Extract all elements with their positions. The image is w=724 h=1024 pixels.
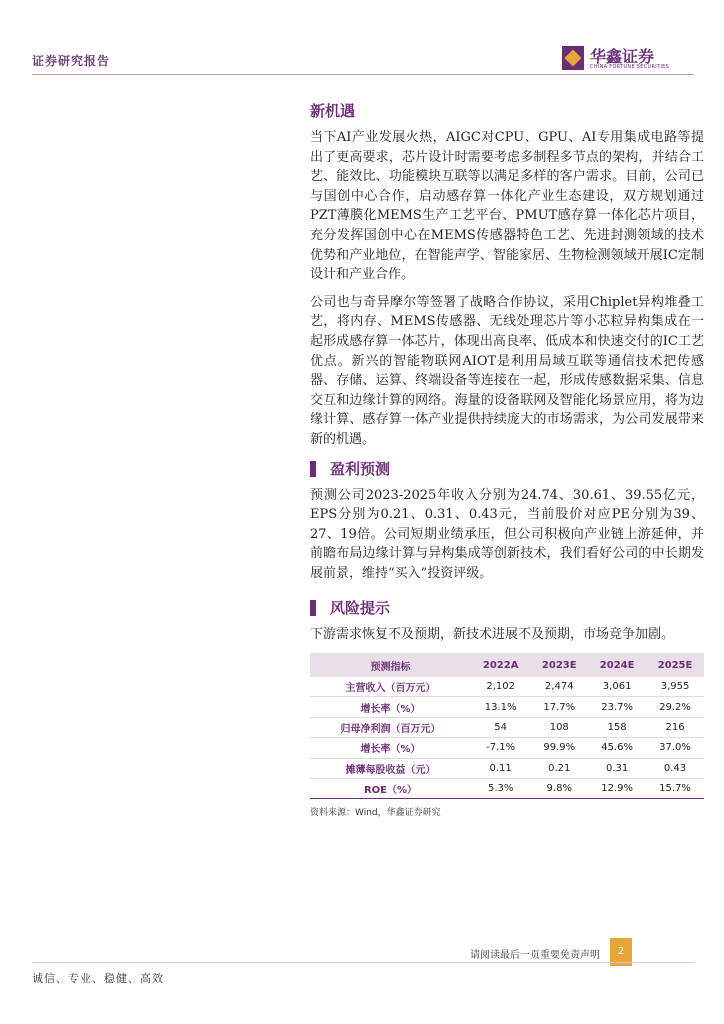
table-row-label: 主营收入（百万元） bbox=[310, 677, 471, 697]
table-cell: 0.21 bbox=[530, 758, 588, 778]
table-cell: 5.3% bbox=[471, 779, 530, 799]
page-number: 2 bbox=[610, 938, 632, 966]
main-content bbox=[310, 100, 704, 818]
logo-english-name: CHINA FORTUNE SECURITIES bbox=[590, 64, 670, 70]
table-cell: 29.2% bbox=[646, 697, 704, 717]
table-cell: 13.1% bbox=[471, 697, 530, 717]
table-cell: 37.0% bbox=[646, 738, 704, 758]
table-cell: 12.9% bbox=[588, 779, 646, 799]
table-cell: 2,102 bbox=[471, 677, 530, 697]
paragraph-new-opportunity-2: 公司也与奇异摩尔等签署了战略合作协议，采用Chiplet异构堆叠工艺，将内存、MEMS传感器、无线处理芯片等小芯粒异构集成在一起形成感存算一体芯片，体现出高良率、低成本和快速交付的IC工艺优点。新兴的智能物联网AIOT是利用局域互联等通信技术把传感器、存储、运算、终端设备等连接在一起，形成传感数据采集、信息交互和边缘计算的网络。海量的设备联网及智能化场景应用，将为边缘计算、感存算一体产业提供持续庞大的市场需求，为公司发展带来新的机遇。 bbox=[310, 294, 704, 447]
paragraph-risk: 下游需求恢复不及预期，新技术进展不及预期，市场竞争加剧。 bbox=[310, 627, 675, 643]
report-type-label: 证券研究报告 bbox=[32, 54, 111, 68]
table-cell: 99.9% bbox=[530, 738, 588, 758]
table-cell: 3,061 bbox=[588, 677, 646, 697]
table-row bbox=[310, 779, 704, 799]
paragraph-profit-forecast: 预测公司2023-2025年收入分别为24.74、30.61、39.55亿元，EPS分别为0.21、0.31、0.43元，当前股价对应PE分别为39、27、19倍。公司短期业绩承压，但公司积极向产业链上游延伸，并前瞻布局边缘计算与异构集成等创新技术，我们看好公司的中长期发展前景，维持“买入”投资评级。 bbox=[310, 487, 704, 581]
logo-chinese-name: 华鑫证券 bbox=[590, 47, 655, 66]
table-cell: 23.7% bbox=[588, 697, 646, 717]
table-header-cell: 2023E bbox=[530, 653, 588, 677]
table-source-note: 资料来源：Wind，华鑫证券研究 bbox=[310, 808, 441, 819]
table-cell: 0.43 bbox=[646, 758, 704, 778]
table-cell: 158 bbox=[588, 717, 646, 737]
table-cell: 108 bbox=[530, 717, 588, 737]
logo-mark-icon bbox=[562, 46, 584, 70]
section-bar-icon bbox=[310, 461, 316, 477]
table-cell: 9.8% bbox=[530, 779, 588, 799]
table-row-label: 归母净利润（百万元） bbox=[310, 717, 471, 737]
table-cell: 216 bbox=[646, 717, 704, 737]
table-cell: 2,474 bbox=[530, 677, 588, 697]
table-header-row bbox=[310, 653, 704, 677]
table-cell: 45.6% bbox=[588, 738, 646, 758]
table-header-cell: 2022A bbox=[471, 653, 530, 677]
table-row bbox=[310, 738, 704, 758]
footer-divider bbox=[32, 962, 694, 963]
paragraph-new-opportunity-1: 当下AI产业发展火热，AIGC对CPU、GPU、AI专用集成电路等提出了更高要求，芯片设计时需要考虑多制程多节点的架构，并结合工艺、能效比、功能模块互联等以满足多样的客户需求。目前，公司已与国创中心合作，启动感存算一体化产业生态建设，双方规划通过PZT薄膜化MEMS生产工艺平台、PMUT感存算一体化芯片项目，充分发挥国创中心在MEMS传感器特色工艺、先进封测领域的技术优势和产业地位，在智能声学、智能家居、生物检测领域开展IC定制设计和产业合作。 bbox=[310, 130, 704, 283]
table-row bbox=[310, 677, 704, 697]
table-row bbox=[310, 697, 704, 717]
table-cell: 3,955 bbox=[646, 677, 704, 697]
footer-motto: 诚信、专业、稳健、高效 bbox=[32, 972, 164, 985]
table-row-label: 摊薄每股收益（元） bbox=[310, 758, 471, 778]
disclaimer-notice: 请阅读最后一页重要免责声明 bbox=[470, 950, 600, 961]
table-row-label: 增长率（%） bbox=[310, 697, 471, 717]
table-cell: -7.1% bbox=[471, 738, 530, 758]
section-title-risk: 风险提示 bbox=[330, 599, 391, 618]
section-heading-risk bbox=[310, 597, 704, 619]
section-heading-profit bbox=[310, 458, 704, 480]
header-divider bbox=[32, 74, 694, 75]
forecast-table bbox=[310, 653, 704, 799]
company-logo bbox=[562, 44, 692, 76]
table-header-cell: 预测指标 bbox=[310, 653, 471, 677]
section-bar-icon bbox=[310, 600, 316, 616]
section-title-profit-forecast: 盈利预测 bbox=[330, 459, 391, 478]
table-row-label: ROE（%） bbox=[310, 779, 471, 799]
table-row bbox=[310, 717, 704, 737]
section-title-new-opportunity: 新机遇 bbox=[310, 102, 356, 120]
table-cell: 0.31 bbox=[588, 758, 646, 778]
table-cell: 15.7% bbox=[646, 779, 704, 799]
table-header-cell: 2025E bbox=[646, 653, 704, 677]
table-row bbox=[310, 758, 704, 778]
table-cell: 0.11 bbox=[471, 758, 530, 778]
table-cell: 17.7% bbox=[530, 697, 588, 717]
table-row-label: 增长率（%） bbox=[310, 738, 471, 758]
table-header-cell: 2024E bbox=[588, 653, 646, 677]
table-cell: 54 bbox=[471, 717, 530, 737]
